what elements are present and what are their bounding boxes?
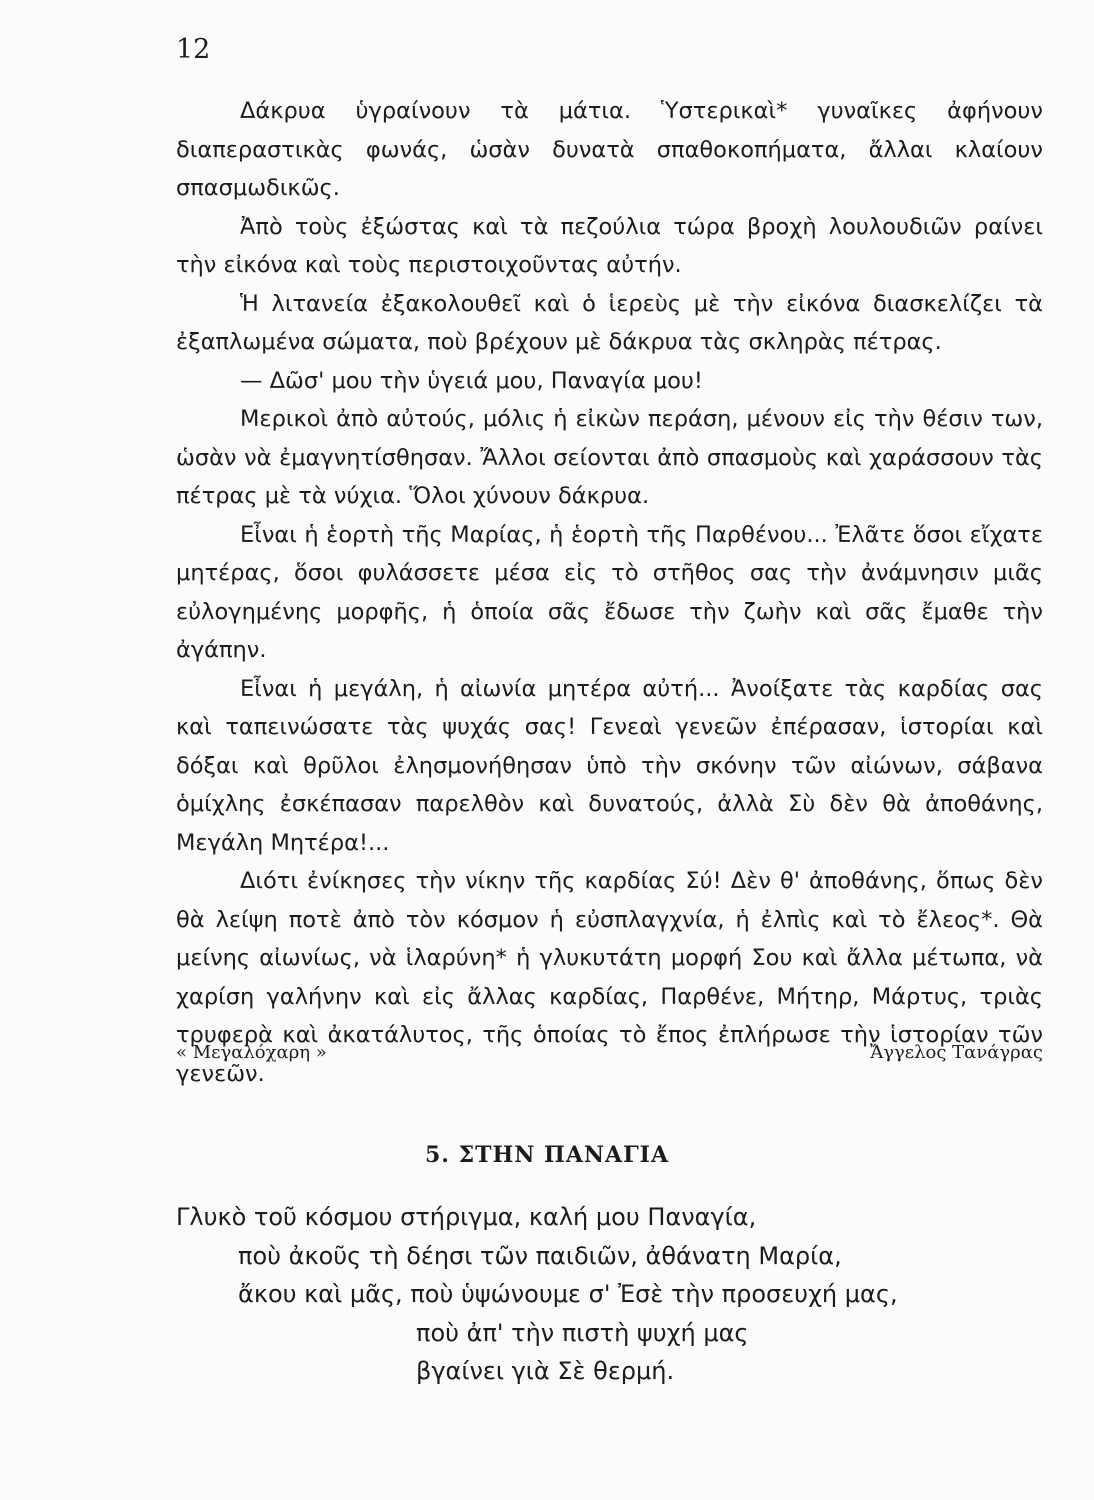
section-title: 5. ΣΤΗΝ ΠΑΝΑΓΙΑ — [424, 1142, 670, 1168]
source-attribution — [176, 1042, 1043, 1063]
paragraph: Εἶναι ἡ μεγάλη, ἡ αἰωνία μητέρα αὐτή... Ἀνοίξατε τὰς καρδίας σας καὶ ταπεινώσατε τὰς ψυχάς σας! Γενεαὶ γενεῶν ἐπέρασαν, ἱστορίαι καὶ δόξαι καὶ θρῦλοι ἐλησμονήθησαν ὑπὸ τὴν σκόνην τῶν αἰώνων, σάβανα ὁμίχλης ἐσκέπασαν παρελθὸν καὶ δυνατούς, ἀλλὰ Σὺ δὲν θὰ ἀποθάνης, Μεγάλη Μητέρα!... — [176, 675, 1043, 856]
paragraph: Δάκρυα ὑγραίνουν τὰ μάτια. Ὑστερικαὶ* γυναῖκες ἀφήνουν διαπεραστικὰς φωνάς, ὡσὰν δυνατὰ σπαθοκοπήματα, ἄλλαι κλαίουν σπασμωδικῶς. — [176, 98, 1043, 201]
prose-body — [176, 92, 1043, 1093]
page-number: 12 — [176, 34, 211, 65]
poem-line: ποὺ ἀκοῦς τὴ δέησι τῶν παιδιῶν, ἀθάνατη Μαρία, — [238, 1241, 842, 1270]
poem-line: ἄκου καὶ μᾶς, ποὺ ὑψώνουμε σ' Ἐσὲ τὴν προσευχή μας, — [238, 1280, 898, 1308]
poem-line: βγαίνει γιὰ Σὲ θερμή. — [416, 1357, 675, 1385]
poem-line: Γλυκὸ τοῦ κόσμου στήριγμα, καλή μου Παναγία, — [176, 1203, 757, 1231]
paragraph: Ἀπὸ τοὺς ἐξώστας καὶ τὰ πεζούλια τώρα βροχὴ λουλουδιῶν ραίνει τὴν εἰκόνα καὶ τοὺς περιστοιχοῦντας αὐτήν. — [176, 213, 1043, 278]
paragraph: Διότι ἐνίκησες τὴν νίκην τῆς καρδίας Σύ! Δὲν θ' ἀποθάνης, ὅπως δὲν θὰ λείψη ποτὲ ἀπὸ τὸν κόσμον ἡ εὐσπλαγχνία, ἡ ἐλπὶς καὶ τὸ ἔλεος*. Θὰ μείνης αἰωνίως, νὰ ἱλαρύνη* ἡ γλυκυτάτη μορφή Σου καὶ ἄλλα μέτωπα, νὰ χαρίση γαλήνην καὶ εἰς ἄλλας καρδίας, Παρθένε, Μήτηρ, Μάρτυς, τριὰς τρυφερὰ καὶ ἀκατάλυτος, τῆς ὁποίας τὸ ἔπος ἐπλήρωσε τὴν ἱστορίαν τῶν γενεῶν. — [176, 868, 1043, 1087]
poem-line: ποὺ ἀπ' τὴν πιστὴ ψυχή μας — [416, 1318, 749, 1347]
paragraph: — Δῶσ' μου τὴν ὑγειά μου, Παναγία μου! — [240, 367, 703, 394]
source-author: Ἄγγελος Τανάγρας — [870, 1042, 1043, 1063]
poem — [176, 1198, 1043, 1391]
paragraph: Μερικοὶ ἀπὸ αὐτούς, μόλις ἡ εἰκὼν περάση, μένουν εἰς τὴν θέσιν των, ὡσὰν νὰ ἐμαγνητίσθησαν. Ἄλλοι σείονται ἀπὸ σπασμοὺς καὶ χαράσσουν τὰς πέτρας μὲ τὰ νύχια. Ὅλοι χύνουν δάκρυα. — [176, 406, 1043, 509]
paragraph: Εἶναι ἡ ἑορτὴ τῆς Μαρίας, ἡ ἑορτὴ τῆς Παρθένου... Ἐλᾶτε ὅσοι εἴχατε μητέρας, ὅσοι φυλάσσετε μέσα εἰς τὸ στῆθος σας τὴν ἀνάμνησιν μιᾶς εὐλογημένης μορφῆς, ἡ ὁποία σᾶς ἔδωσε τὴν ζωὴν καὶ σᾶς ἔμαθε τὴν ἀγάπην. — [176, 521, 1043, 663]
paragraph: Ἡ λιτανεία ἐξακολουθεῖ καὶ ὁ ἱερεὺς μὲ τὴν εἰκόνα διασκελίζει τὰ ἐξαπλωμένα σώματα, ποὺ βρέχουν μὲ δάκρυα τὰς σκληρὰς πέτρας. — [176, 290, 1043, 355]
source-title: « Μεγαλόχαρη » — [176, 1042, 327, 1063]
